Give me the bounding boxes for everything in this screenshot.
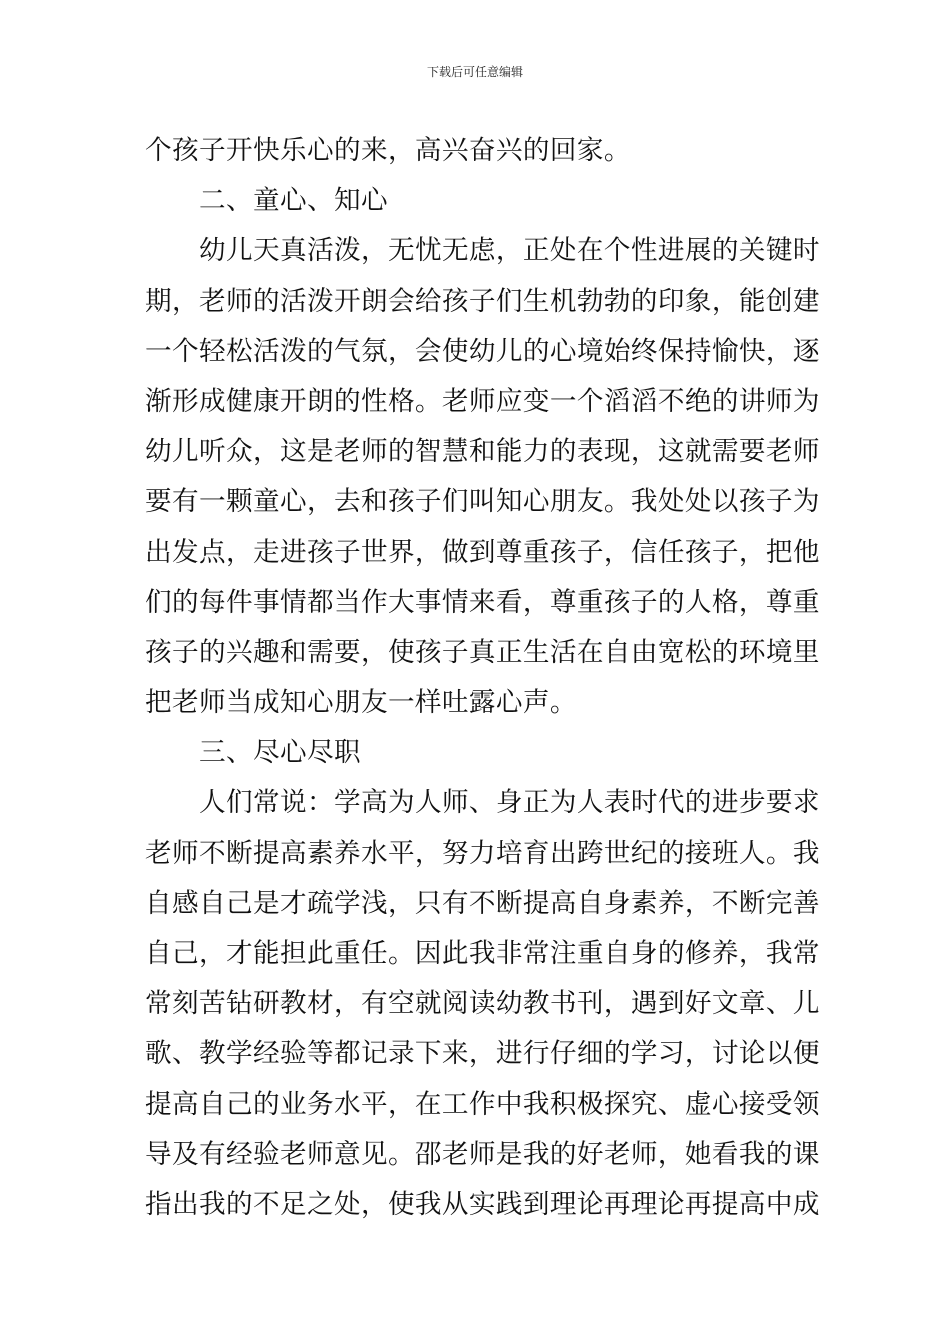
section-heading: 二、童心、知心 <box>199 185 388 217</box>
paragraph-line: 提高自己的业务水平，在工作中我积极探究、虚心接受领 <box>145 1088 820 1120</box>
paragraph-line: 一个轻松活泼的气氛，会使幼儿的心境始终保持愉快，逐 <box>145 335 820 367</box>
paragraph-line: 自感自己是才疏学浅，只有不断提高自身素养，不断完善 <box>145 887 820 919</box>
paragraph-line: 把老师当成知心朋友一样吐露心声。 <box>145 687 577 719</box>
paragraph-line: 导及有经验老师意见。邵老师是我的好老师，她看我的课 <box>145 1138 820 1170</box>
paragraph-line: 孩子的兴趣和需要，使孩子真正生活在自由宽松的环境里 <box>145 636 820 668</box>
paragraph-line: 渐形成健康开朗的性格。老师应变一个滔滔不绝的讲师为 <box>145 385 820 417</box>
paragraph-line: 幼儿天真活泼，无忧无虑，正处在个性进展的关键时 <box>199 235 820 267</box>
paragraph-line: 指出我的不足之处，使我从实践到理论再理论再提高中成 <box>145 1188 820 1220</box>
paragraph-line: 歌、教学经验等都记录下来，进行仔细的学习，讨论以便 <box>145 1038 820 1070</box>
section-heading: 三、尽心尽职 <box>199 737 361 769</box>
paragraph-line: 们的每件事情都当作大事情来看，尊重孩子的人格，尊重 <box>145 586 820 618</box>
paragraph-line: 人们常说：学高为人师、身正为人表时代的进步要求 <box>199 787 820 819</box>
paragraph-line: 自己，才能担此重任。因此我非常注重自身的修养，我常 <box>145 938 820 969</box>
paragraph-line: 期，老师的活泼开朗会给孩子们生机勃勃的印象，能创建 <box>145 285 820 317</box>
paragraph-line: 个孩子开快乐心的来，高兴奋兴的回家。 <box>145 135 631 166</box>
page-header: 下载后可任意编辑 <box>426 65 523 79</box>
paragraph-line: 要有一颗童心，去和孩子们叫知心朋友。我处处以孩子为 <box>145 486 820 518</box>
paragraph-line: 老师不断提高素养水平，努力培育出跨世纪的接班人。我 <box>145 837 820 869</box>
paragraph-line: 幼儿听众，这是老师的智慧和能力的表现，这就需要老师 <box>145 436 820 468</box>
paragraph-line: 出发点，走进孩子世界，做到尊重孩子，信任孩子，把他 <box>145 536 820 568</box>
paragraph-line: 常刻苦钻研教材，有空就阅读幼教书刊，遇到好文章、儿 <box>145 988 820 1020</box>
document-body <box>145 126 820 1230</box>
